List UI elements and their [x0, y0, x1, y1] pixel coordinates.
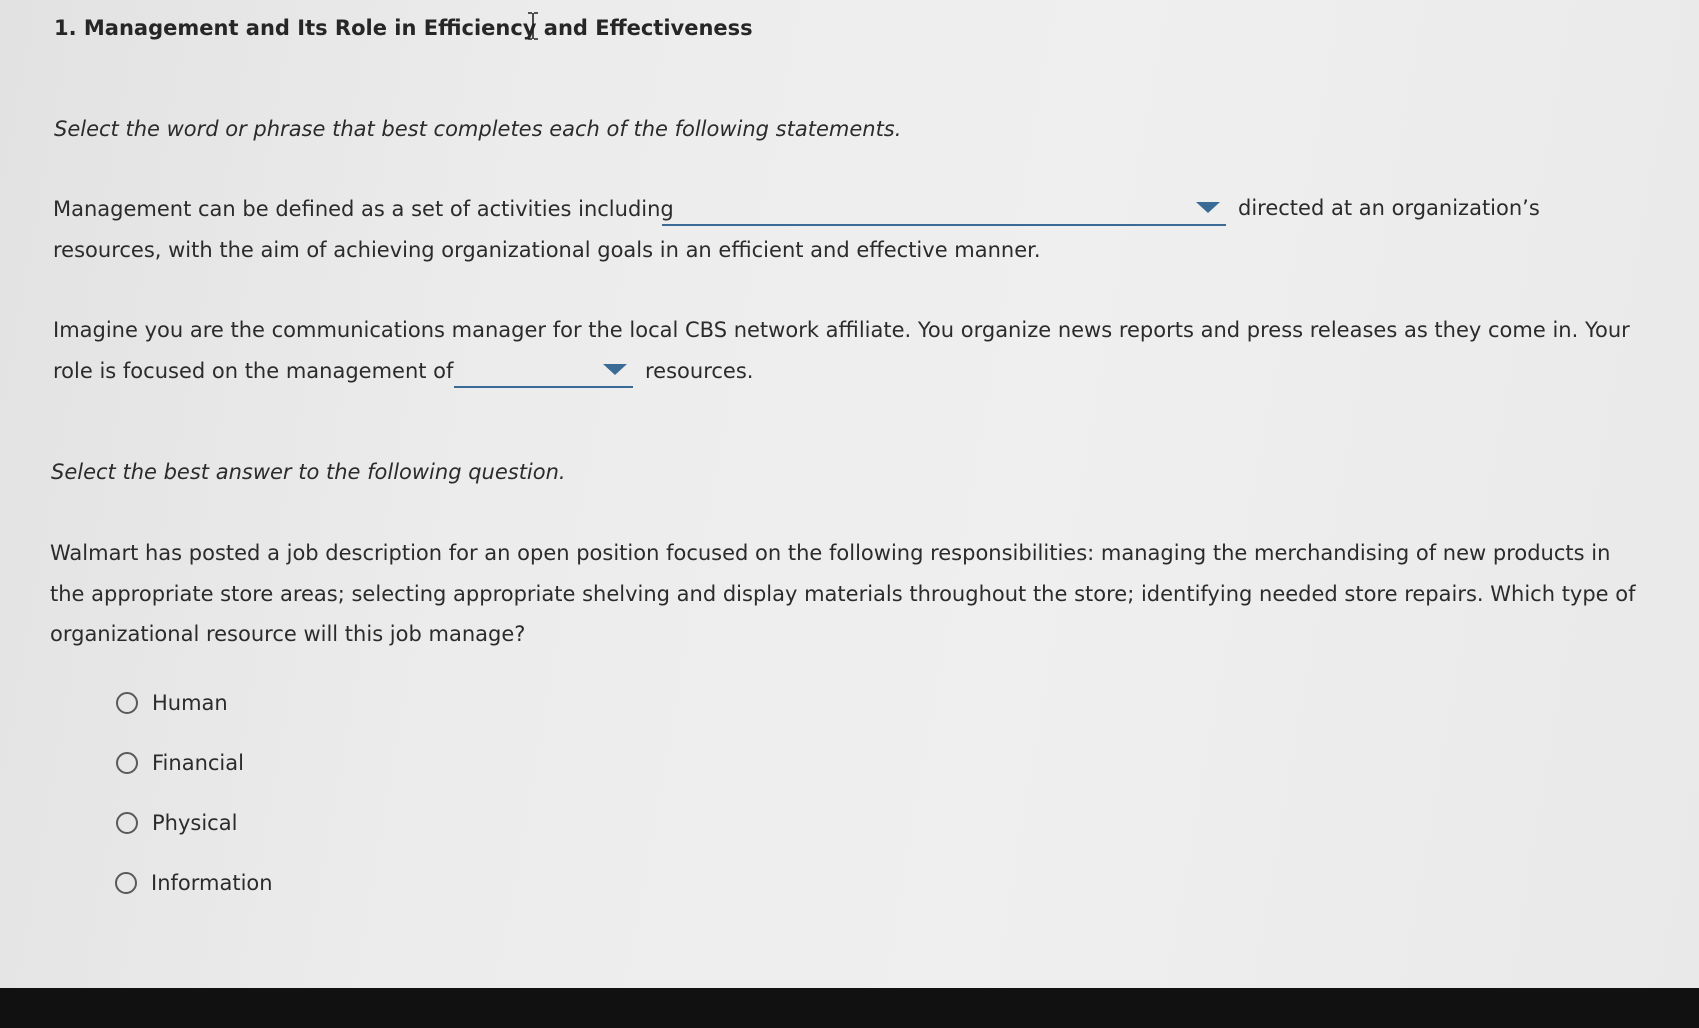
option-label: Financial — [152, 751, 244, 775]
caret-down-icon — [1196, 202, 1220, 213]
option-label: Human — [152, 691, 228, 715]
question-text-line2: the appropriate store areas; selecting appropriate shelving and display materials throughout the store; identifying needed store repairs. Which type of — [50, 582, 1636, 606]
statement1-text-after: directed at an organization’s — [1238, 196, 1540, 220]
section1-instruction: Select the word or phrase that best completes each of the following statements. — [54, 117, 902, 141]
option-human[interactable] — [116, 691, 228, 715]
statement1-dropdown[interactable] — [662, 194, 1226, 226]
option-label: Information — [151, 871, 273, 895]
statement2-text-line1: Imagine you are the communications manager for the local CBS network affiliate. You organize news reports and press releases as they come in. Your — [53, 318, 1630, 342]
statement2-text-before: role is focused on the management of — [53, 359, 454, 383]
section2-instruction: Select the best answer to the following question. — [51, 460, 566, 484]
radio-button[interactable] — [116, 752, 138, 774]
option-financial[interactable] — [116, 751, 244, 775]
option-physical[interactable] — [116, 811, 237, 835]
statement1-continuation: resources, with the aim of achieving organizational goals in an efficient and effective manner. — [53, 238, 1041, 262]
statement1-text-before: Management can be defined as a set of activities including — [53, 197, 674, 221]
statement2-text-after: resources. — [645, 359, 754, 383]
question-title: 1. Management and Its Role in Efficiency and Effectiveness — [54, 16, 753, 40]
option-information[interactable] — [115, 871, 273, 895]
radio-button[interactable] — [115, 872, 137, 894]
text-cursor-icon — [526, 12, 540, 40]
question-text-line1: Walmart has posted a job description for an open position focused on the following responsibilities: managing the merchandising of new products in — [50, 541, 1611, 565]
statement2-dropdown[interactable] — [454, 356, 633, 388]
question-text-line3: organizational resource will this job manage? — [50, 622, 526, 646]
caret-down-icon — [603, 364, 627, 375]
radio-button[interactable] — [116, 692, 138, 714]
radio-button[interactable] — [116, 812, 138, 834]
option-label: Physical — [152, 811, 238, 835]
screen-bezel — [0, 988, 1699, 1028]
